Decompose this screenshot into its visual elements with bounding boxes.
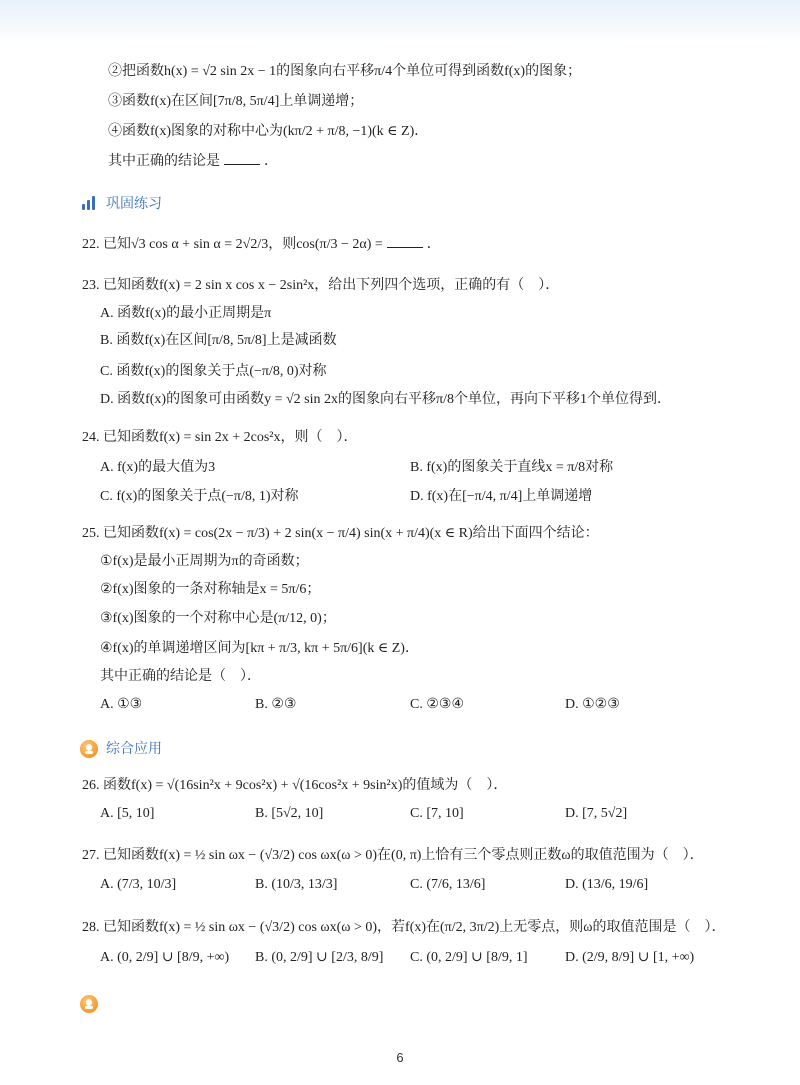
bar-chart-icon	[82, 196, 98, 210]
q22-number: 22.	[82, 237, 100, 252]
q25-stem: 已知函数f(x) = cos(2x − π/3) + 2 sin(x − π/4) sin(x + π/4)(x ∈ R)给出下面四个结论：	[103, 526, 599, 541]
q22	[82, 235, 441, 255]
section-title-comprehensive: 综合应用	[106, 740, 162, 756]
q23-option-b[interactable]: B. 函数f(x)在区间[π/8, 5π/8]上是减函数	[100, 333, 337, 348]
q25-statement-3: ③f(x)图象的一个对称中心是(π/12, 0)；	[100, 611, 336, 626]
q27-option-a[interactable]: A. (7/3, 10/3]	[100, 877, 177, 892]
q24-option-b[interactable]: B. f(x)的图象关于直线x = π/8对称	[410, 460, 614, 475]
answer-blank[interactable]	[387, 235, 423, 248]
q28-stem-line	[82, 918, 725, 938]
q28-option-c[interactable]: C. (0, 2/9] ∪ [8/9, 1]	[410, 950, 528, 965]
q24-option-d[interactable]: D. f(x)在[−π/4, π/4]上单调递增	[410, 489, 593, 504]
q25-statement-4: ④f(x)的单调递增区间为[kπ + π/3, kπ + 5π/6](k ∈ Z)．	[100, 641, 419, 656]
q25-statement-2: ②f(x)图象的一条对称轴是x = 5π/6；	[100, 582, 321, 597]
q26-stem: 函数f(x) = √(16sin²x + 9cos²x) + √(16cos²x + 9sin²x)的值域为（ ）．	[103, 778, 508, 793]
section-title-consolidate: 巩固练习	[106, 195, 162, 211]
q24-stem: 已知函数f(x) = sin 2x + 2cos²x，则（ ）．	[103, 430, 358, 445]
page-header-band	[0, 0, 800, 42]
q27-option-c[interactable]: C. (7/6, 13/6]	[410, 877, 486, 892]
q28-stem: 已知函数f(x) = ½ sin ωx − (√3/2) cos ωx(ω > 0)，若f(x)在(π/2, 3π/2)上无零点，则ω的取值范围是（ ）．	[103, 920, 726, 935]
q23-option-a[interactable]: A. 函数f(x)的最小正周期是π	[100, 306, 272, 321]
q23-option-c[interactable]: C. 函数f(x)的图象关于点(−π/8, 0)对称	[100, 364, 327, 379]
q21-statement-4: ④函数f(x)图象的对称中心为(kπ/2 + π/8, −1)(k ∈ Z)．	[108, 124, 429, 139]
q25-number: 25.	[82, 526, 100, 541]
q22-end: ．	[426, 237, 441, 252]
q24-number: 24.	[82, 430, 100, 445]
q27-number: 27.	[82, 848, 100, 863]
q24-option-c[interactable]: C. f(x)的图象关于点(−π/8, 1)对称	[100, 489, 299, 504]
q25-option-b[interactable]: B. ②③	[255, 697, 297, 712]
q21-ask-end: ．	[264, 154, 278, 169]
q26-number: 26.	[82, 778, 100, 793]
q28-option-b[interactable]: B. (0, 2/9] ∪ [2/3, 8/9]	[255, 950, 384, 965]
q28-option-a[interactable]: A. (0, 2/9] ∪ [8/9, +∞)	[100, 950, 230, 965]
q21-ask-text: 其中正确的结论是	[108, 154, 220, 169]
bulb-icon	[80, 995, 98, 1013]
q27-stem: 已知函数f(x) = ½ sin ωx − (√3/2) cos ωx(ω > 0)在(0, π)上恰有三个零点则正数ω的取值范围为（ ）．	[103, 848, 704, 863]
q28-number: 28.	[82, 920, 100, 935]
q23-number: 23.	[82, 278, 100, 293]
q23-stem-line	[82, 276, 559, 296]
q24-option-a[interactable]: A. f(x)的最大值为3	[100, 460, 216, 475]
bulb-icon	[80, 740, 98, 758]
page-number: 6	[396, 1050, 404, 1065]
q24-stem-line	[82, 428, 357, 448]
q22-text: 已知√3 cos α + sin α = 2√2/3，则cos(π/3 − 2α) =	[103, 237, 383, 252]
q27-option-b[interactable]: B. (10/3, 13/3]	[255, 877, 338, 892]
q21-statement-2: ②把函数h(x) = √2 sin 2x − 1的图象向右平移π/4个单位可得到函数f(x)的图象；	[108, 64, 582, 79]
q27-stem-line	[82, 846, 704, 866]
q25-option-d[interactable]: D. ①②③	[565, 697, 620, 712]
q23-option-d[interactable]: D. 函数f(x)的图象可由函数y = √2 sin 2x的图象向右平移π/8个单位，再向下平移1个单位得到．	[100, 392, 671, 407]
q28-option-d[interactable]: D. (2/9, 8/9] ∪ [1, +∞)	[565, 950, 695, 965]
q27-option-d[interactable]: D. (13/6, 19/6]	[565, 877, 649, 892]
answer-blank[interactable]	[224, 152, 260, 165]
q23-stem: 已知函数f(x) = 2 sin x cos x − 2sin²x，给出下列四个选项，正确的有（ ）．	[103, 278, 560, 293]
q25-option-c[interactable]: C. ②③④	[410, 697, 464, 712]
q26-option-c[interactable]: C. [7, 10]	[410, 806, 464, 821]
q26-option-a[interactable]: A. [5, 10]	[100, 806, 155, 821]
q26-stem-line	[82, 776, 507, 796]
q25-option-a[interactable]: A. ①③	[100, 697, 143, 712]
q26-option-b[interactable]: B. [5√2, 10]	[255, 806, 324, 821]
q21-ask	[108, 152, 278, 172]
q25-stem-line	[82, 524, 599, 544]
q25-ask: 其中正确的结论是（ ）．	[100, 669, 261, 684]
q21-statement-3: ③函数f(x)在区间[7π/8, 5π/4]上单调递增；	[108, 94, 364, 109]
q26-option-d[interactable]: D. [7, 5√2]	[565, 806, 628, 821]
q25-statement-1: ①f(x)是最小正周期为π的奇函数；	[100, 554, 309, 569]
